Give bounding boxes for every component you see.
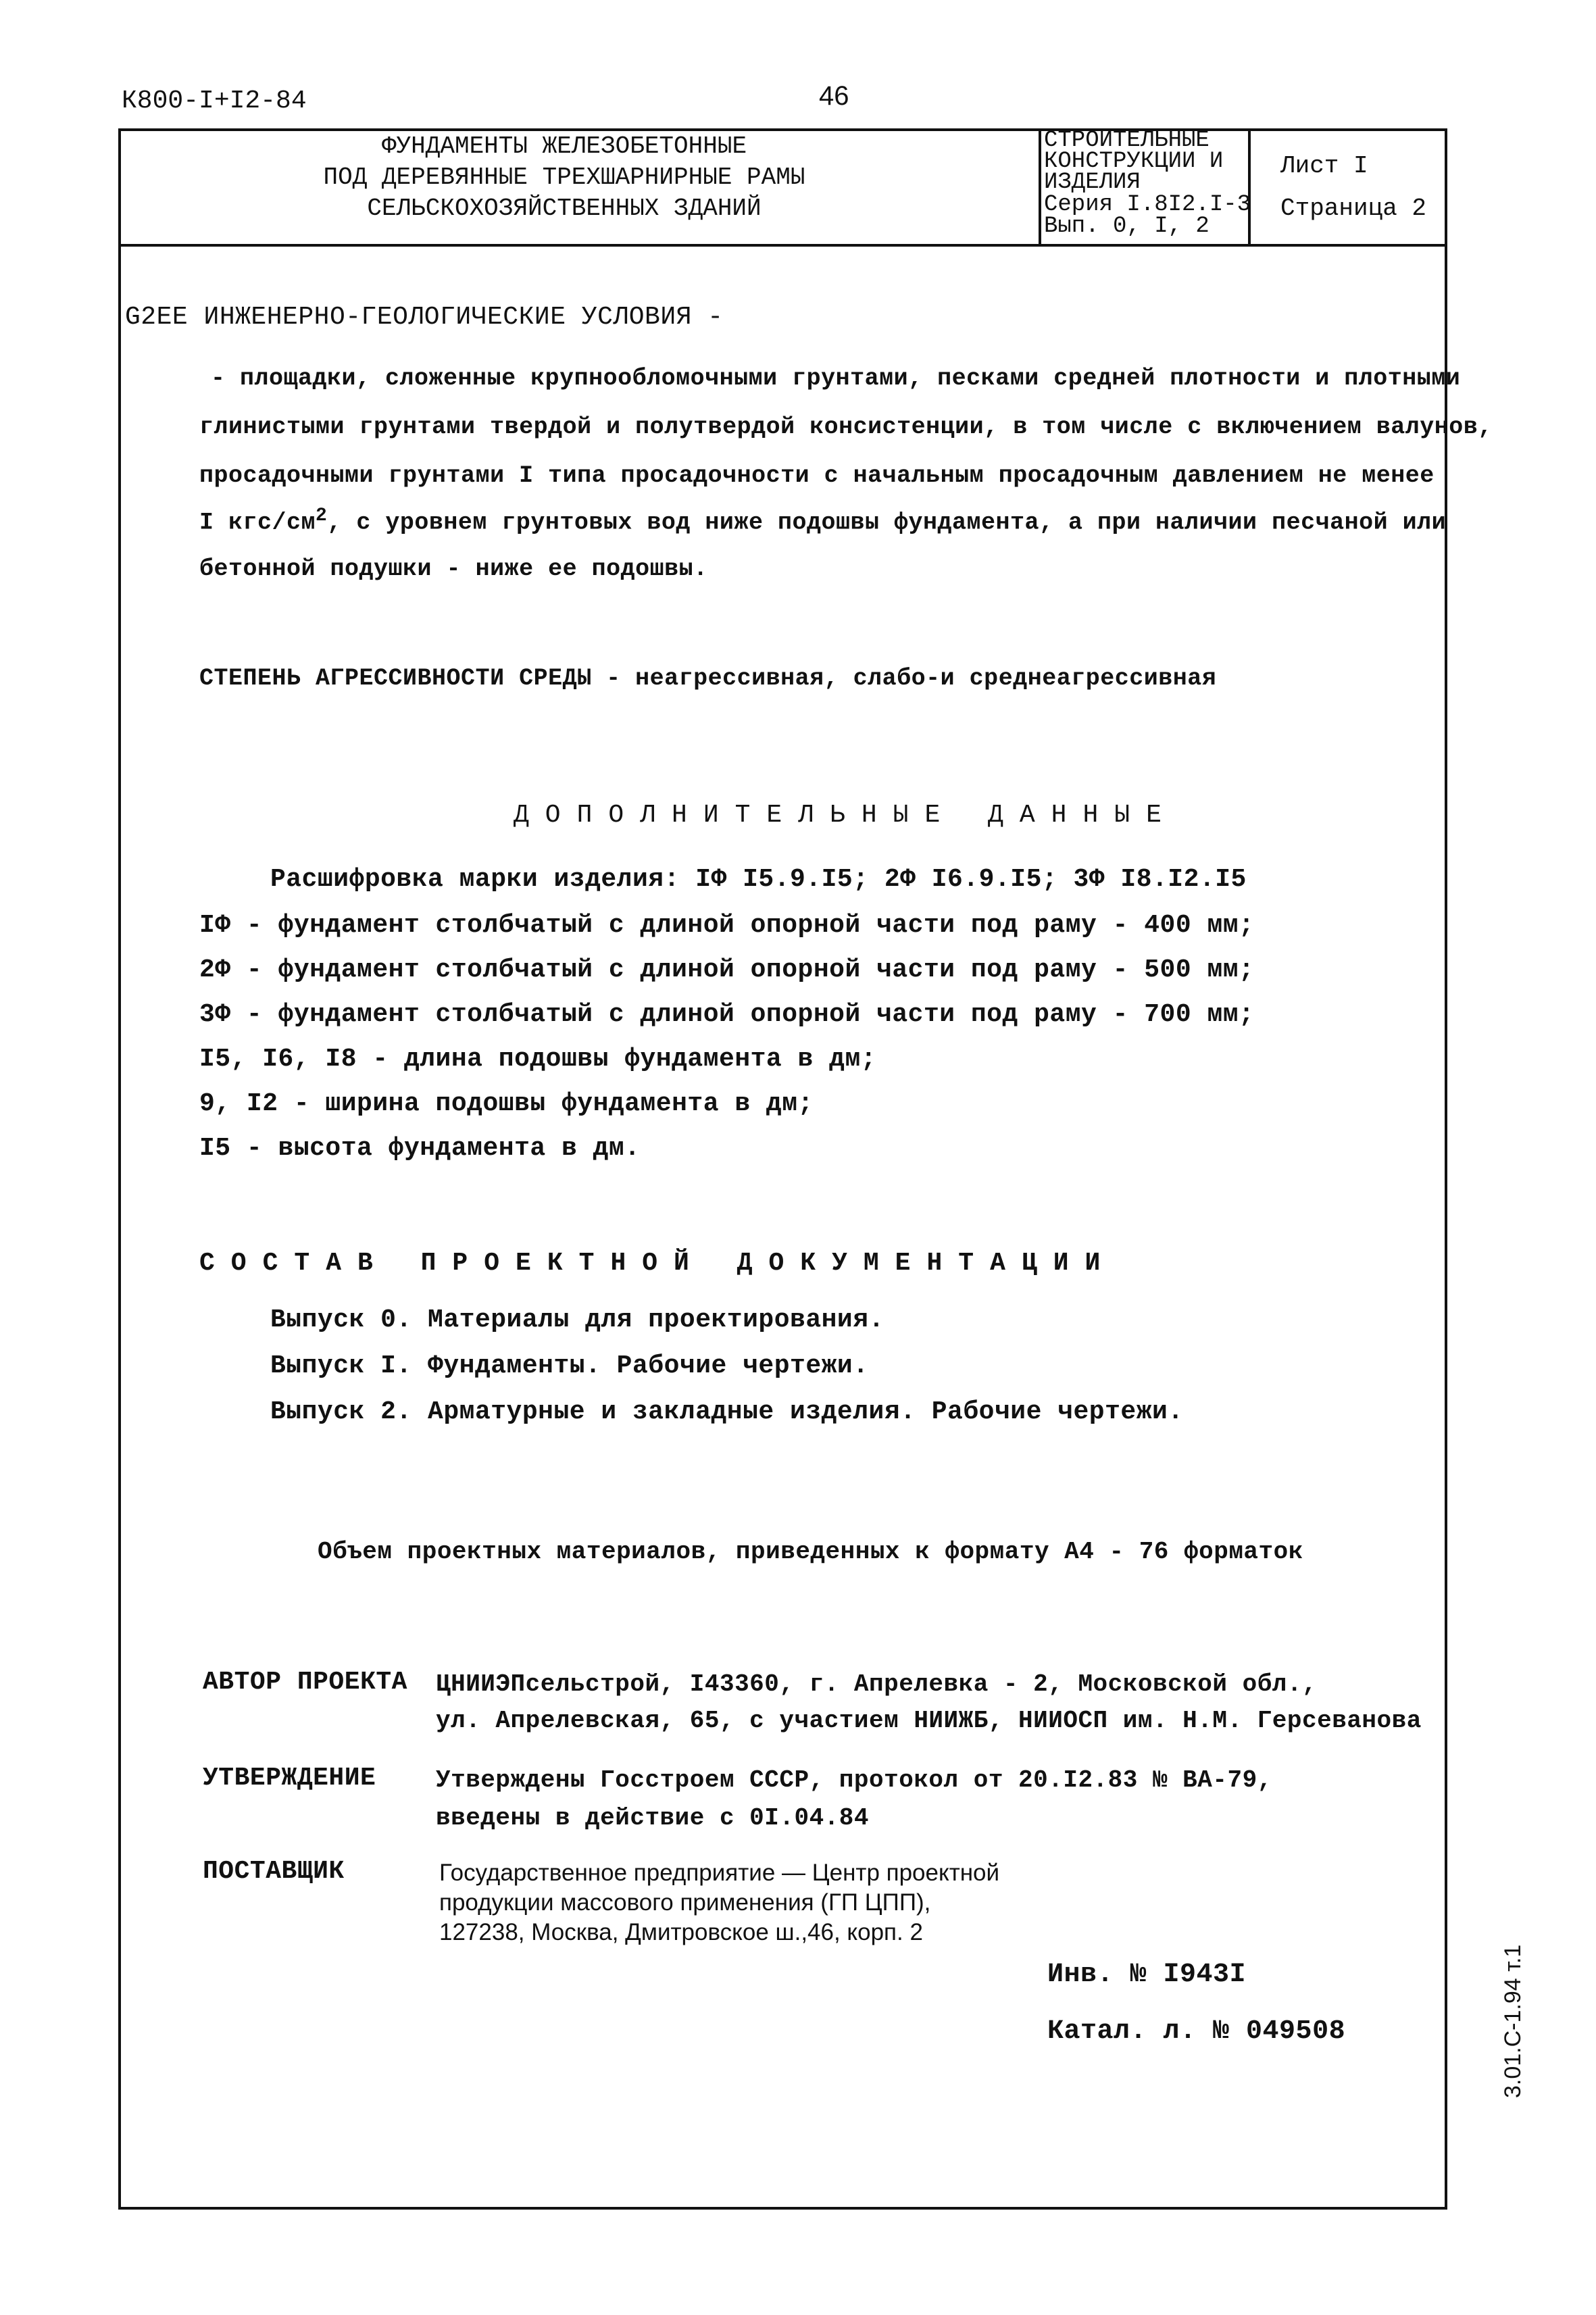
conditions-line-5: бетонной подушки - ниже ее подошвы.	[199, 555, 708, 582]
approval-line-1: Утверждены Госстроем СССР, протокол от 20.I2.83 № ВА-79,	[436, 1766, 1272, 1794]
composition-item-1: Выпуск 0. Материалы для проектирования.	[270, 1305, 884, 1335]
catalog-number: Катал. л. № 049508	[1047, 2016, 1346, 2047]
conditions-heading: G2ЕЕ ИНЖЕНЕРНО-ГЕОЛОГИЧЕСКИЕ УСЛОВИЯ -	[125, 303, 724, 332]
additional-line-1: IФ - фундамент столбчатый с длиной опорной части под раму - 400 мм;	[199, 911, 1255, 940]
conditions-line-2: глинистыми грунтами твердой и полутвердой консистенции, в том числе с включением валунов,	[199, 414, 1493, 441]
additional-heading: ДОПОЛНИТЕЛЬНЫЕ ДАННЫЕ	[514, 801, 1178, 830]
supplier-line-2: продукции массового применения (ГП ЦПП),	[439, 1889, 931, 1916]
additional-line-2: 2Ф - фундамент столбчатый с длиной опорной части под раму - 500 мм;	[199, 955, 1255, 985]
page-number: 46	[819, 81, 849, 111]
title-line-3: СЕЛЬСКОХОЗЯЙСТВЕННЫХ ЗДАНИЙ	[367, 195, 762, 222]
author-line-1: ЦНИИЭПсельстрой, I43360, г. Апрелевка - 2, Московской обл.,	[436, 1670, 1318, 1698]
additional-line-4: I5, I6, I8 - длина подошвы фундамента в дм;	[199, 1045, 877, 1074]
archive-stamp: 3.01.С-1.94 т.1	[1500, 1944, 1526, 2098]
supplier-line-3: 127238, Москва, Дмитровское ш.,46, корп. 2	[439, 1919, 923, 1945]
title-line-1: ФУНДАМЕНТЫ ЖЕЛЕЗОБЕТОННЫЕ	[381, 132, 747, 160]
composition-item-3: Выпуск 2. Арматурные и закладные изделия. Рабочие чертежи.	[270, 1397, 1184, 1426]
series-line-3: ИЗДЕЛИЯ	[1044, 170, 1141, 195]
approval-line-2: введены в действие с 0I.04.84	[436, 1804, 870, 1832]
marking-decode: Расшифровка марки изделия: IФ I5.9.I5; 2Ф I6.9.I5; 3Ф I8.I2.I5	[270, 865, 1247, 894]
title-line-2: ПОД ДЕРЕВЯННЫЕ ТРЕХШАРНИРНЫЕ РАМЫ	[323, 164, 805, 191]
conditions-line-3: просадочными грунтами I типа просадочности с начальным просадочным давлением не менее	[199, 462, 1435, 489]
series-line-4: Серия I.8I2.I-3	[1044, 192, 1251, 218]
inventory-number: Инв. № I943I	[1047, 1960, 1247, 1990]
conditions-line-4-text: I кгс/см	[199, 509, 316, 537]
aggressiveness-text: СТЕПЕНЬ АГРЕССИВНОСТИ СРЕДЫ - неагрессивная, слабо-и среднеагрессивная	[199, 665, 1217, 692]
supplier-line-1: Государственное предприятие — Центр проектной	[439, 1860, 1000, 1886]
superscript-2: 2	[316, 505, 328, 526]
additional-line-3: 3Ф - фундамент столбчатый с длиной опорной части под раму - 700 мм;	[199, 1000, 1255, 1029]
supplier-label: ПОСТАВЩИК	[203, 1857, 345, 1886]
composition-item-2: Выпуск I. Фундаменты. Рабочие чертежи.	[270, 1351, 869, 1380]
additional-line-6: I5 - высота фундамента в дм.	[199, 1134, 641, 1163]
series-line-1: СТРОИТЕЛЬНЫЕ	[1044, 128, 1210, 153]
conditions-line-4-rest: , с уровнем грунтовых вод ниже подошвы фундамента, а при наличии песчаной или	[327, 509, 1447, 537]
conditions-line-1: - площадки, сложенные крупнообломочными грунтами, песками средней плотности и плотными	[211, 365, 1461, 392]
additional-line-5: 9, I2 - ширина подошвы фундамента в дм;	[199, 1089, 814, 1118]
composition-heading: СОСТАВ ПРОЕКТНОЙ ДОКУМЕНТАЦИИ	[199, 1249, 1117, 1278]
author-line-2: ул. Апрелевская, 65, с участием НИИЖБ, НИИОСП им. Н.М. Герсеванова	[436, 1707, 1422, 1735]
title-block-divider	[1039, 128, 1041, 247]
title-block-divider	[1248, 128, 1251, 247]
series-line-2: КОНСТРУКЦИИ И	[1044, 149, 1224, 174]
document-code: К800-I+I2-84	[122, 86, 307, 116]
volume-text: Объем проектных материалов, приведенных к формату А4 - 76 форматок	[318, 1538, 1303, 1566]
approval-label: УТВЕРЖДЕНИЕ	[203, 1764, 376, 1793]
series-line-5: Вып. 0, I, 2	[1044, 214, 1210, 239]
conditions-line-4	[199, 505, 1446, 537]
page-label: Страница 2	[1280, 195, 1427, 222]
author-label: АВТОР ПРОЕКТА	[203, 1668, 407, 1697]
sheet-label: Лист I	[1280, 152, 1368, 180]
